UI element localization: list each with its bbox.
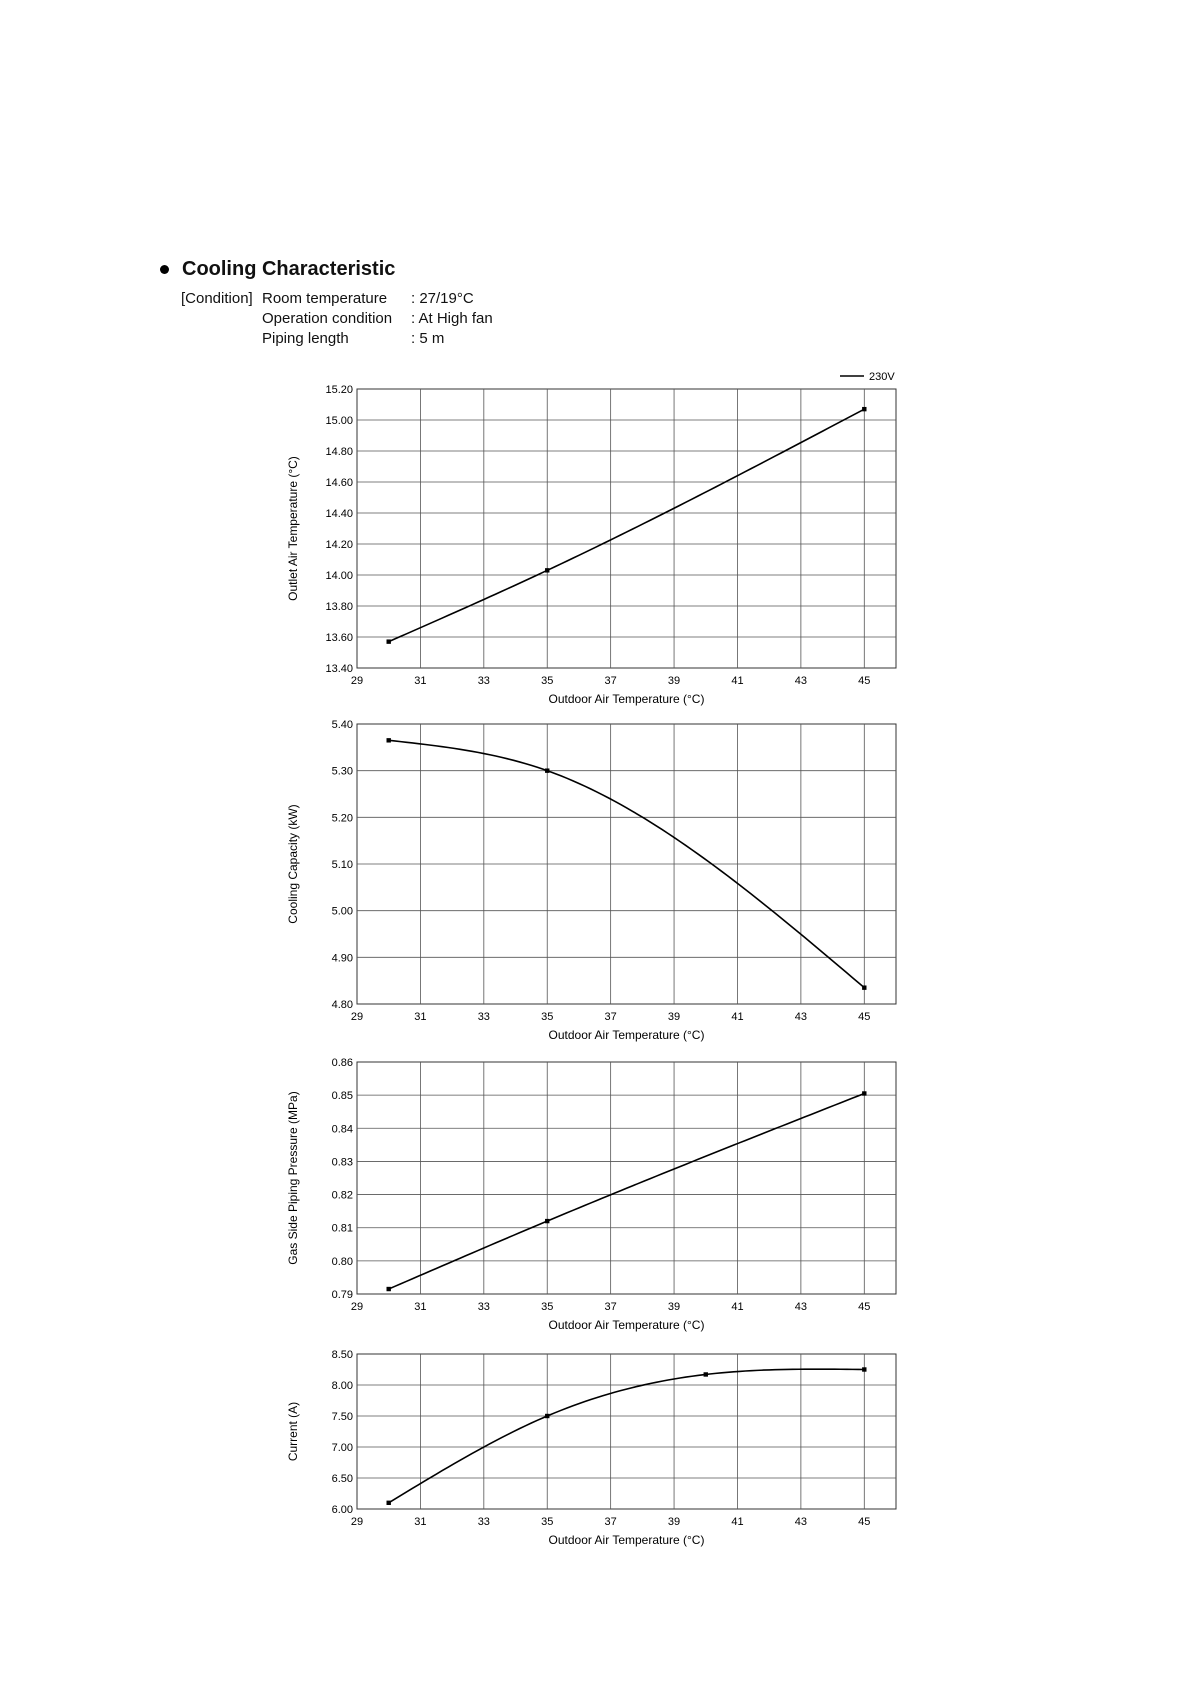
x-tick-label: 31 [414,1011,427,1023]
y-tick-label: 7.00 [331,1442,353,1454]
legend-label: 230V [869,371,895,383]
data-point [862,1367,866,1371]
x-tick-label: 45 [858,1301,871,1313]
data-point [387,1287,391,1291]
y-tick-label: 6.00 [331,1504,353,1516]
y-tick-label: 15.00 [325,415,353,427]
plot-frame [357,1354,896,1509]
x-tick-label: 29 [350,675,364,687]
x-axis-label: Outdoor Air Temperature (°C) [548,1318,705,1332]
data-point [545,768,549,772]
chart-1 [286,384,896,706]
x-tick-label: 33 [477,675,490,687]
y-tick-label: 5.30 [331,765,353,778]
series-line-230V [389,409,865,642]
x-tick-label: 41 [731,1516,744,1528]
y-tick-label: 0.82 [331,1189,353,1202]
x-tick-label: 39 [667,1011,681,1023]
y-tick-label: 14.60 [325,477,353,489]
plot-frame [357,1062,896,1294]
x-tick-label: 31 [414,1301,427,1313]
y-tick-label: 15.20 [325,384,353,396]
x-tick-label: 45 [858,1516,871,1528]
y-tick-label: 0.80 [331,1255,353,1268]
y-axis-label: Outlet Air Temperature (°C) [286,456,300,601]
chart-3 [286,1057,896,1332]
y-tick-label: 5.20 [331,812,353,825]
y-tick-label: 13.40 [325,663,353,675]
x-tick-label: 41 [731,1301,744,1313]
y-tick-label: 8.00 [331,1380,353,1392]
condition-value: : At High fan [411,310,493,327]
x-tick-label: 29 [350,1301,364,1313]
y-tick-label: 0.79 [331,1289,353,1301]
y-tick-label: 4.80 [331,999,353,1011]
x-tick-label: 43 [794,1301,808,1313]
condition-label: Piping length [262,330,349,347]
data-point [387,639,391,643]
y-tick-label: 7.50 [331,1411,353,1423]
data-point [862,407,866,411]
x-tick-label: 31 [414,1516,427,1528]
x-tick-label: 35 [541,1011,554,1023]
y-tick-label: 14.40 [325,508,353,520]
y-tick-label: 5.00 [331,905,353,918]
plot-frame [357,389,896,668]
x-tick-label: 39 [667,1301,681,1313]
x-tick-label: 45 [858,675,871,687]
x-tick-label: 37 [604,1011,617,1023]
x-axis-label: Outdoor Air Temperature (°C) [548,692,705,706]
x-tick-label: 35 [541,1516,554,1528]
condition-tag: [Condition] [181,290,253,307]
x-tick-label: 45 [858,1011,871,1023]
y-tick-label: 13.80 [325,601,353,613]
x-tick-label: 37 [604,1516,617,1528]
x-tick-label: 37 [604,675,617,687]
y-tick-label: 0.83 [331,1156,353,1169]
x-tick-label: 35 [541,675,554,687]
y-tick-label: 5.40 [331,719,353,731]
data-point [862,985,866,989]
x-axis-label: Outdoor Air Temperature (°C) [548,1028,705,1042]
y-tick-label: 0.86 [331,1057,353,1069]
x-tick-label: 41 [731,1011,744,1023]
data-point [704,1372,708,1376]
y-tick-label: 0.84 [331,1123,353,1136]
x-tick-label: 41 [731,675,744,687]
x-tick-label: 35 [541,1301,554,1313]
y-axis-label: Cooling Capacity (kW) [286,804,300,924]
x-tick-label: 37 [604,1301,617,1313]
condition-value: : 27/19°C [411,290,474,307]
data-point [545,1219,549,1223]
condition-label: Operation condition [262,310,393,327]
x-tick-label: 29 [350,1011,364,1023]
x-tick-label: 43 [794,1011,808,1023]
data-point [545,1414,549,1418]
x-tick-label: 33 [477,1301,490,1313]
y-tick-label: 14.80 [325,446,353,458]
data-point [387,738,391,742]
x-tick-label: 39 [667,675,681,687]
y-tick-label: 14.20 [325,539,353,551]
chart-4 [286,1349,896,1547]
y-tick-label: 4.90 [331,952,353,965]
x-tick-label: 43 [794,1516,808,1528]
x-tick-label: 31 [414,675,427,687]
data-point [862,1091,866,1095]
y-tick-label: 5.10 [331,859,353,871]
y-tick-label: 13.60 [325,632,353,644]
y-tick-label: 14.00 [325,570,353,582]
x-tick-label: 39 [667,1516,681,1528]
x-tick-label: 43 [794,675,808,687]
x-tick-label: 33 [477,1011,490,1023]
y-tick-label: 0.85 [331,1090,353,1103]
x-tick-label: 29 [350,1516,364,1528]
x-tick-label: 33 [477,1516,490,1528]
series-line-230V [389,1093,865,1289]
y-tick-label: 0.81 [331,1222,353,1235]
data-point [545,568,549,572]
condition-value: : 5 m [411,330,445,347]
series-line-230V [389,1369,865,1503]
chart-2 [286,719,896,1042]
y-axis-label: Gas Side Piping Pressure (MPa) [286,1091,300,1265]
data-point [387,1501,391,1505]
condition-label: Room temperature [262,290,388,307]
y-tick-label: 6.50 [331,1473,353,1485]
y-tick-label: 8.50 [331,1349,353,1361]
section-title: Cooling Characteristic [182,258,396,280]
x-axis-label: Outdoor Air Temperature (°C) [548,1533,705,1547]
y-axis-label: Current (A) [286,1401,300,1462]
legend [840,371,895,383]
